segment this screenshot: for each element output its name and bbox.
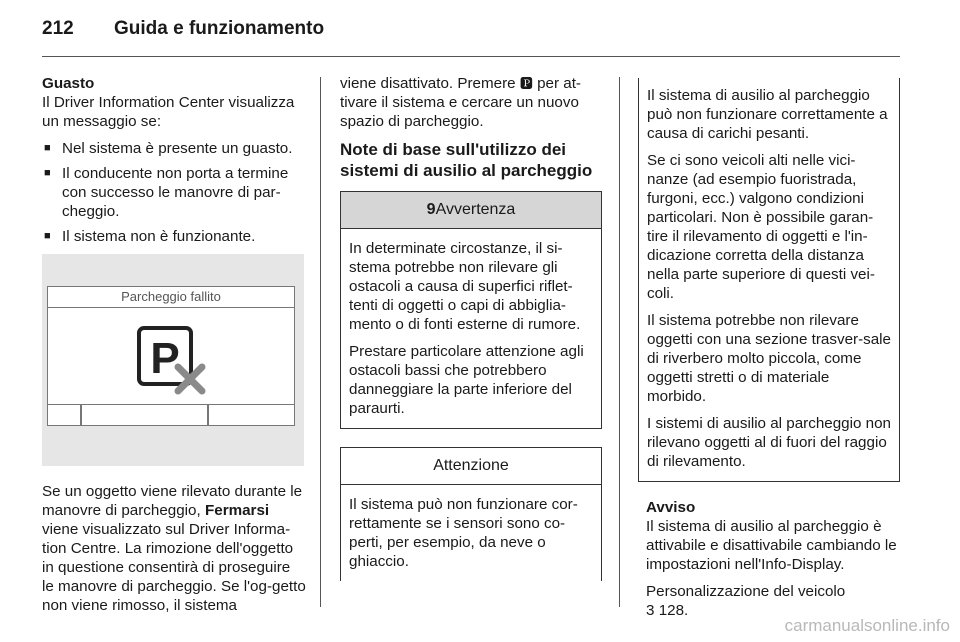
text-span: per at-tivare il sistema e cercare un nuovo spazio di parcheggio. bbox=[340, 75, 581, 130]
list-item: ■ Il sistema non è funzionante. bbox=[42, 227, 306, 246]
display-screen bbox=[47, 286, 295, 426]
page-reference bbox=[646, 602, 688, 619]
avviso-text: Il sistema di ausilio al parcheggio è attivabile e disattivabile cambiando le impostazioni nell'Info-Display. bbox=[646, 518, 897, 573]
caution-text: Il sistema può non funzionare cor-rettamente se i sensori sono co-perti, per esempio, da neve o ghiaccio. bbox=[349, 496, 578, 570]
list-item: ■ Nel sistema è presente un guasto. bbox=[42, 139, 306, 158]
caution-text: Il sistema potrebbe non rilevare oggetti con una sezione trasver-sale di riverbero molto piccola, come oggetti stretti o di materiale morbido. bbox=[647, 312, 891, 405]
stop-paragraph bbox=[42, 482, 306, 615]
column-2 bbox=[340, 74, 602, 591]
reference-page: 128. bbox=[658, 602, 689, 619]
caution-text: I sistemi di ausilio al parcheggio non rilevano oggetti al di fuori del raggio di rilevamento. bbox=[647, 415, 891, 470]
caution-text: Il sistema di ausilio al parcheggio può non funzionare correttamente a causa di carichi pesanti. bbox=[647, 87, 888, 142]
guasto-intro: Il Driver Information Center visualizza un messaggio se: bbox=[42, 94, 295, 130]
reference-arrow-icon: 3 bbox=[646, 602, 655, 619]
column-3 bbox=[638, 78, 900, 628]
continued-paragraph bbox=[340, 74, 602, 131]
parking-failed-icon bbox=[136, 325, 208, 400]
header-rule bbox=[42, 56, 900, 57]
caution-box bbox=[340, 447, 602, 581]
stop-message: Fermarsi bbox=[204, 502, 270, 519]
parking-assist-icon: 🅿 bbox=[519, 76, 533, 91]
guasto-heading: Guasto bbox=[42, 75, 95, 92]
column-1 bbox=[42, 74, 306, 623]
warning-header bbox=[341, 192, 601, 229]
avviso-heading: Avviso bbox=[646, 499, 696, 516]
screen-footer bbox=[48, 404, 294, 425]
warning-text: In determinate circostanze, il si-stema potrebbe non rilevare gli ostacoli a causa di superfici riflet-tenti di oggetti o capi di abbiglia-mento o di fonti esterne di rumore. bbox=[349, 240, 581, 333]
text-span: viene visualizzato sul Driver Informa-tion Centre. La rimozione dell'oggetto in questione consentirà di proseguire le manovre di parcheggio. Se l'og-getto non viene rimosso, il sistema bbox=[42, 521, 306, 614]
list-item: ■ Il conducente non porta a termine con successo le manovre di par-cheggio. bbox=[42, 164, 306, 221]
svg-text:P: P bbox=[150, 334, 180, 383]
parking-failed-illustration bbox=[42, 254, 304, 466]
screen-title: Parcheggio fallito bbox=[48, 287, 294, 308]
caution-text: Se ci sono veicoli alti nelle vici-nanze (ad esempio fuoristrada, furgoni, ecc.) valgono condizioni particolari. Non è possibile garan-tire il rilevamento di oggetti e l'in-dicazione corretta della distanza nella parte superiore di questi vei-coli. bbox=[647, 152, 875, 302]
section-title: Note di base sull'utilizzo dei sistemi di ausilio al parcheggio bbox=[340, 140, 593, 180]
column-divider bbox=[619, 77, 620, 607]
column-divider bbox=[320, 77, 321, 607]
warning-box bbox=[340, 191, 602, 429]
page-number: 212 bbox=[42, 18, 74, 39]
caution-continued-box bbox=[638, 78, 900, 482]
warning-text: Prestare particolare attenzione agli ostacoli bassi che potrebbero danneggiare la parte inferiore del paraurti. bbox=[349, 343, 584, 417]
caution-title: Attenzione bbox=[341, 448, 601, 485]
warning-title: Avvertenza bbox=[435, 201, 516, 218]
text-span: viene disattivato. Premere bbox=[340, 75, 516, 92]
note-section bbox=[638, 498, 900, 620]
personalization-text: Personalizzazione del veicolo bbox=[646, 583, 846, 600]
page-title: Guida e funzionamento bbox=[114, 18, 325, 39]
watermark: carmanualsonline.info bbox=[784, 616, 950, 635]
warning-icon: 9 bbox=[426, 201, 436, 218]
fault-list bbox=[42, 139, 306, 246]
text-span: Se un oggetto viene rilevato durante le manovre di parcheggio, bbox=[42, 483, 303, 519]
